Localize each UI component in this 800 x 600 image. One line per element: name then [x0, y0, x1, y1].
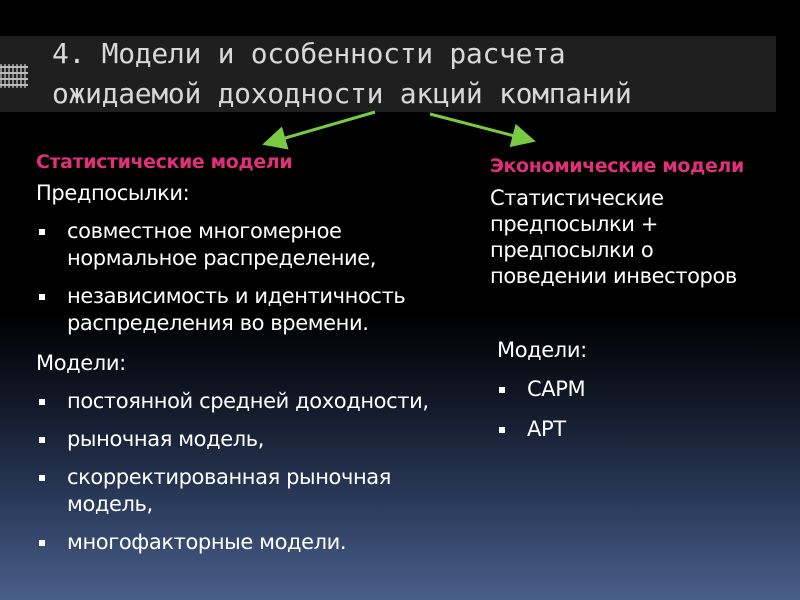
list-item: [36, 388, 466, 415]
branch-arrows: [0, 0, 800, 160]
list-item-text: APT: [527, 417, 566, 441]
arrow-left: [268, 112, 375, 143]
bullet-icon: [39, 294, 45, 300]
statistical-models-heading: Статистические модели: [36, 151, 293, 173]
economic-models-label: Модели:: [497, 338, 587, 362]
slide-title-line-2: ожидаемой доходности акций компаний: [52, 77, 632, 110]
statistical-models-column: [36, 150, 466, 556]
list-item: [36, 464, 466, 518]
economic-models-column: [490, 154, 790, 443]
bullet-icon: [39, 540, 45, 546]
list-item-text: CAPM: [527, 377, 586, 401]
list-item-text: многофакторные модели.: [67, 530, 347, 554]
list-item-text: независимость и идентичность распределения во времени.: [67, 284, 406, 335]
list-item-text: скорректированная рыночная модель,: [67, 465, 392, 516]
bullet-icon: [39, 475, 45, 481]
list-item: [496, 376, 790, 403]
prerequisites-label: Предпосылки:: [36, 181, 190, 205]
list-item: [36, 218, 466, 272]
list-item: [496, 416, 790, 443]
arrow-right: [430, 114, 530, 140]
prerequisites-list: [36, 218, 466, 337]
bullet-icon: [39, 437, 45, 443]
list-item: [36, 529, 466, 556]
economic-prerequisites-text: Статистические предпосылки + предпосылки о поведении инвесторов: [490, 186, 737, 288]
bullet-icon: [499, 387, 505, 393]
statistical-models-list: [36, 388, 466, 556]
economic-models-list: [490, 376, 790, 443]
bullet-icon: [499, 427, 505, 433]
list-item-text: рыночная модель,: [67, 427, 265, 451]
list-item-text: совместное многомерное нормальное распределение,: [67, 219, 377, 270]
bullet-icon: [39, 229, 45, 235]
slide-title-line-1: 4. Модели и особенности расчета: [52, 37, 566, 70]
economic-models-heading: Экономические модели: [490, 155, 744, 177]
list-item: [36, 283, 466, 337]
list-item: [36, 426, 466, 453]
list-item-text: постоянной средней доходности,: [67, 389, 429, 413]
models-label: Модели:: [36, 351, 126, 375]
bullet-icon: [39, 399, 45, 405]
